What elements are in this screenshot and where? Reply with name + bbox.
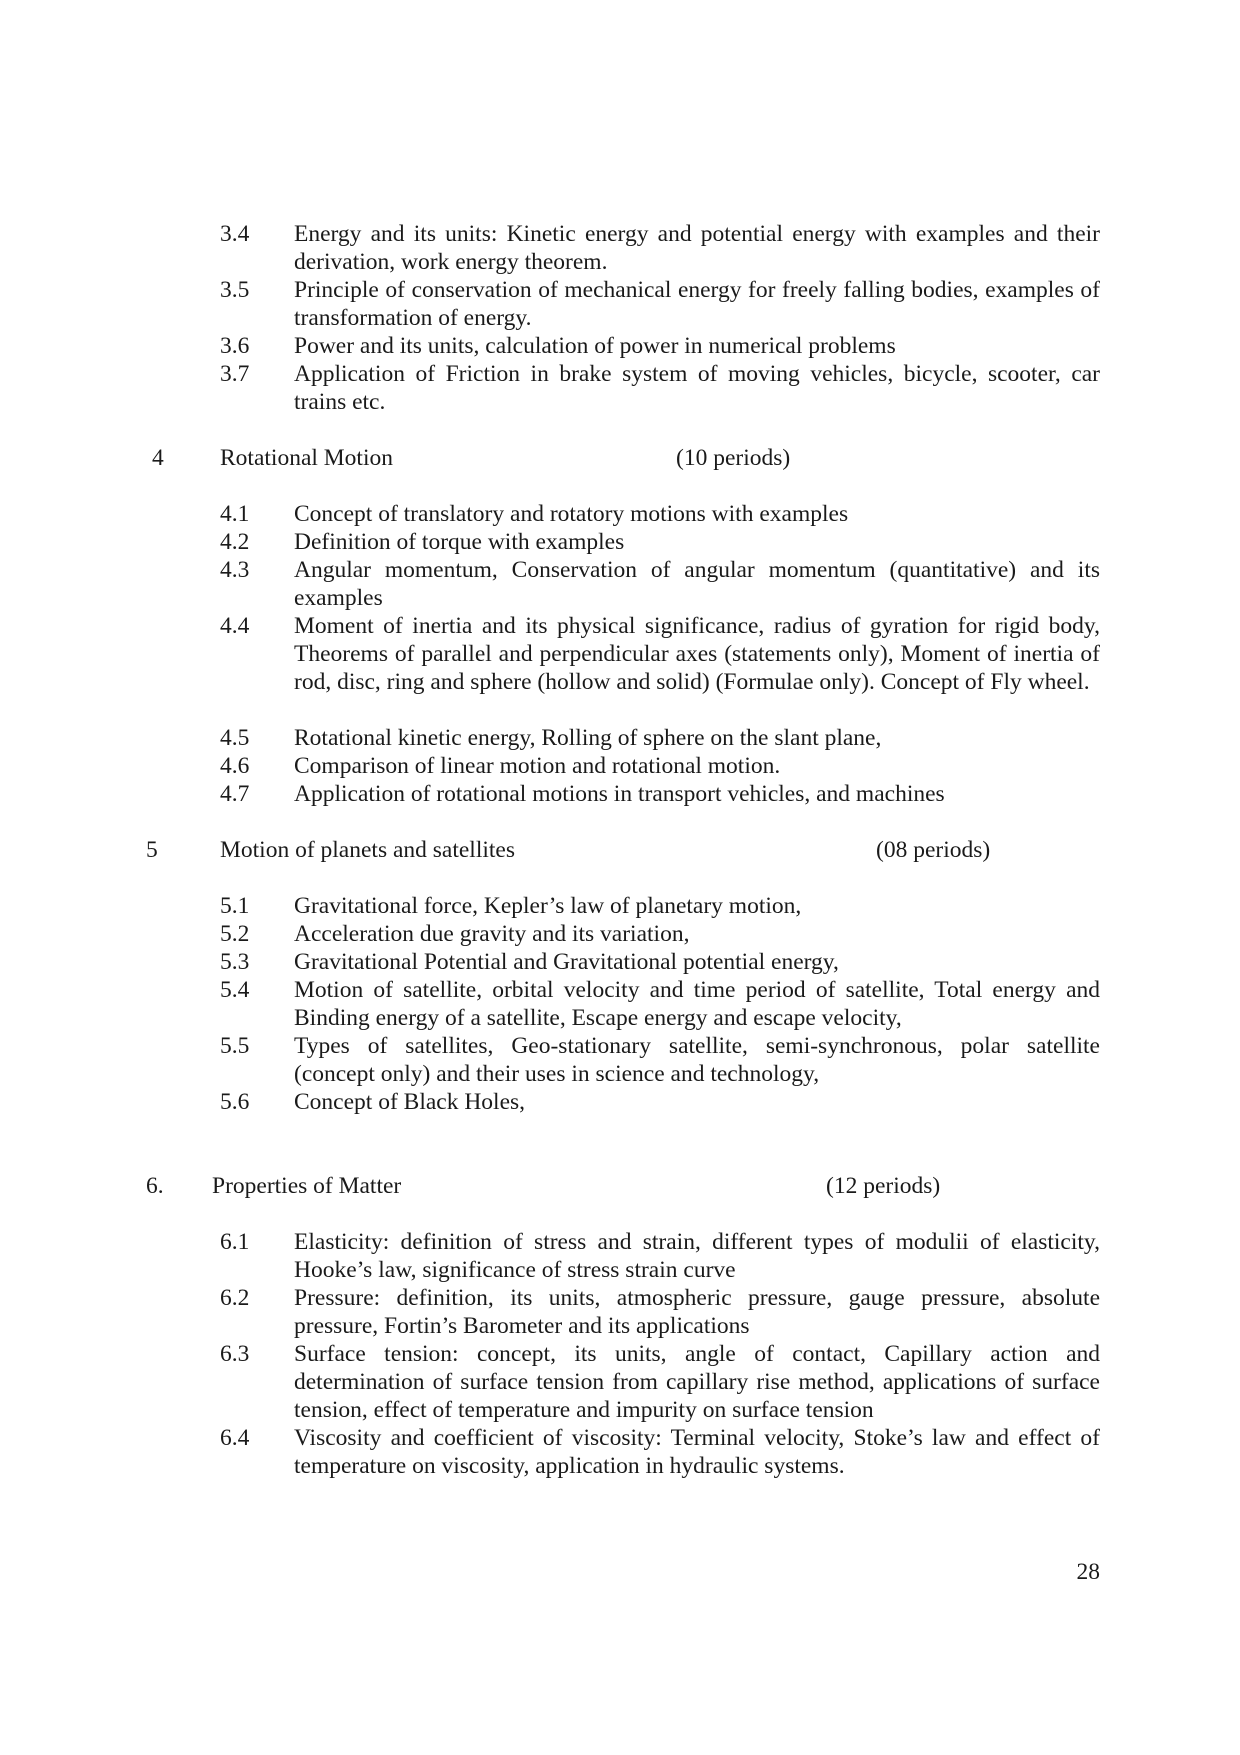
item-number: 5.1: [220, 893, 250, 919]
list-item-4-6: [220, 752, 1100, 780]
item-number: 4.1: [220, 501, 250, 527]
list-item-3-6: [220, 332, 1100, 360]
list-item-6-2: [220, 1284, 1100, 1340]
list-item-4-7: [220, 780, 1100, 808]
item-number: 5.3: [220, 949, 250, 975]
item-text: Power and its units, calculation of power in numerical problems: [294, 333, 896, 359]
list-item-5-1: [220, 892, 1100, 920]
list-item-5-6: [220, 1088, 1100, 1116]
item-number: 3.5: [220, 277, 250, 303]
item-text: Viscosity and coefficient of viscosity: Terminal velocity, Stoke’s law and effect of temperature on viscosity, application in hydraulic systems.: [294, 1425, 1100, 1479]
list-item-3-5: [220, 276, 1100, 332]
list-item-4-5: [220, 724, 1100, 752]
section-title: Motion of planets and satellites: [220, 837, 516, 863]
section-number: 6.: [146, 1173, 164, 1199]
item-number: 4.5: [220, 725, 250, 751]
item-number: 3.6: [220, 333, 250, 359]
list-item-3-7: [220, 360, 1100, 416]
item-number: 6.2: [220, 1285, 250, 1311]
item-text: Definition of torque with examples: [294, 529, 625, 555]
item-number: 5.5: [220, 1033, 250, 1059]
item-text: Gravitational force, Kepler’s law of planetary motion,: [294, 893, 802, 919]
section-periods: (08 periods): [876, 837, 991, 863]
section-heading-properties-of-matter: [0, 1172, 1240, 1200]
list-item-5-2: [220, 920, 1100, 948]
item-number: 4.3: [220, 557, 250, 583]
list-item-4-1: [220, 500, 1100, 528]
item-text: Application of Friction in brake system of moving vehicles, bicycle, scooter, car trains etc.: [294, 361, 1100, 415]
item-text: Rotational kinetic energy, Rolling of sphere on the slant plane,: [294, 725, 882, 751]
item-text: Types of satellites, Geo-stationary satellite, semi-synchronous, polar satellite (concept only) and their uses in science and technology,: [294, 1033, 1100, 1087]
item-number: 4.4: [220, 613, 250, 639]
item-text: Application of rotational motions in transport vehicles, and machines: [294, 781, 945, 807]
item-text: Principle of conservation of mechanical energy for freely falling bodies, examples of transformation of energy.: [294, 277, 1100, 331]
item-number: 4.6: [220, 753, 250, 779]
item-text: Surface tension: concept, its units, angle of contact, Capillary action and determination of surface tension from capillary rise method, applications of surface tension, effect of temperature and impurity on surface tension: [294, 1341, 1100, 1423]
list-item-6-4: [220, 1424, 1100, 1480]
list-item-4-4: [220, 612, 1100, 696]
list-item-5-4: [220, 976, 1100, 1032]
item-number: 3.7: [220, 361, 250, 387]
list-item-5-3: [220, 948, 1100, 976]
item-number: 4.7: [220, 781, 250, 807]
section-title: Rotational Motion: [220, 445, 393, 471]
item-text: Angular momentum, Conservation of angular momentum (quantitative) and its examples: [294, 557, 1100, 611]
item-number: 5.2: [220, 921, 250, 947]
item-text: Elasticity: definition of stress and strain, different types of modulii of elasticity, Hooke’s law, significance of stress strain curve: [294, 1229, 1100, 1283]
item-number: 5.6: [220, 1089, 250, 1115]
item-number: 6.3: [220, 1341, 250, 1367]
section-title: Properties of Matter: [212, 1173, 402, 1199]
section-periods: (12 periods): [826, 1173, 941, 1199]
section-heading-rotational-motion: [0, 444, 1240, 472]
list-item-4-2: [220, 528, 1100, 556]
list-item-4-3: [220, 556, 1100, 612]
list-item-6-3: [220, 1340, 1100, 1424]
item-number: 6.4: [220, 1425, 250, 1451]
section-number: 4: [152, 445, 164, 471]
item-text: Gravitational Potential and Gravitational potential energy,: [294, 949, 839, 975]
section-number: 5: [146, 837, 158, 863]
item-number: 6.1: [220, 1229, 250, 1255]
section-periods: (10 periods): [676, 445, 791, 471]
item-number: 3.4: [220, 221, 250, 247]
section-heading-motion-of-planets: [0, 836, 1240, 864]
list-item-3-4: [220, 220, 1100, 276]
item-number: 5.4: [220, 977, 250, 1003]
page-number: 28: [1076, 1559, 1100, 1585]
item-number: 4.2: [220, 529, 250, 555]
list-item-5-5: [220, 1032, 1100, 1088]
item-text: Acceleration due gravity and its variation,: [294, 921, 690, 947]
list-item-6-1: [220, 1228, 1100, 1284]
item-text: Motion of satellite, orbital velocity and time period of satellite, Total energy and Binding energy of a satellite, Escape energy and escape velocity,: [294, 977, 1100, 1031]
item-text: Energy and its units: Kinetic energy and potential energy with examples and their derivation, work energy theorem.: [294, 221, 1100, 275]
item-text: Concept of translatory and rotatory motions with examples: [294, 501, 849, 527]
item-text: Comparison of linear motion and rotational motion.: [294, 753, 781, 779]
item-text: Pressure: definition, its units, atmospheric pressure, gauge pressure, absolute pressure, Fortin’s Barometer and its applications: [294, 1285, 1100, 1339]
item-text: Moment of inertia and its physical significance, radius of gyration for rigid body, Theorems of parallel and perpendicular axes (statements only), Moment of inertia of rod, disc, ring and sphere (hollow and solid) (Formulae only). Concept of Fly wheel.: [294, 613, 1100, 695]
item-text: Concept of Black Holes,: [294, 1089, 526, 1115]
